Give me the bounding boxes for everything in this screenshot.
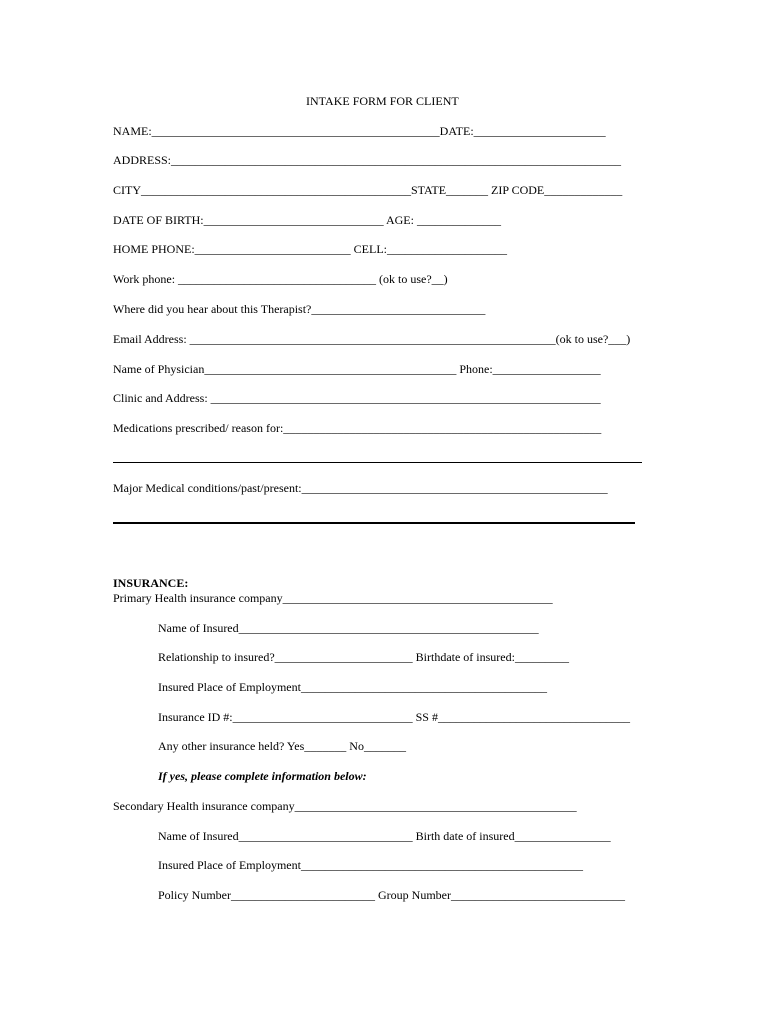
secondary-name-line: Name of Insured_____________________________ Birth date of insured________________ <box>158 829 611 843</box>
if-yes-instruction: If yes, please complete information below: <box>158 769 367 783</box>
primary-insurance-line: Primary Health insurance company_____________________________________________ <box>113 591 553 605</box>
secondary-insurance-line: Secondary Health insurance company_______________________________________________ <box>113 799 577 813</box>
form-title: INTAKE FORM FOR CLIENT <box>306 94 459 108</box>
city-state-zip-line: CITY_____________________________________________STATE_______ ZIP CODE_____________ <box>113 183 623 197</box>
policy-group-line: Policy Number________________________ Group Number_____________________________ <box>158 888 625 902</box>
relationship-line: Relationship to insured?_______________________ Birthdate of insured:_________ <box>158 650 569 664</box>
medications-continuation-rule <box>113 462 642 463</box>
clinic-line: Clinic and Address: _________________________________________________________________ <box>113 391 601 405</box>
email-line: Email Address: _____________________________________________________________(ok to use?___) <box>113 332 631 346</box>
insurance-id-line: Insurance ID #:______________________________ SS #________________________________ <box>158 710 630 724</box>
insurance-heading: INSURANCE: <box>113 576 189 590</box>
physician-line: Name of Physician__________________________________________ Phone:__________________ <box>113 362 601 376</box>
home-cell-phone-line: HOME PHONE:__________________________ CELL:____________________ <box>113 242 507 256</box>
address-line: ADDRESS:___________________________________________________________________________ <box>113 153 622 167</box>
medical-conditions-line: Major Medical conditions/past/present:___________________________________________________ <box>113 481 608 495</box>
name-date-line: NAME:________________________________________________DATE:______________________ <box>113 124 606 138</box>
name-of-insured-line: Name of Insured__________________________________________________ <box>158 621 539 635</box>
other-insurance-line: Any other insurance held? Yes_______ No_______ <box>158 739 406 753</box>
hear-about-line: Where did you hear about this Therapist?_____________________________ <box>113 302 486 316</box>
medical-continuation-rule <box>113 522 635 524</box>
medications-line: Medications prescribed/ reason for:_____________________________________________________ <box>113 421 602 435</box>
secondary-employment-line: Insured Place of Employment_______________________________________________ <box>158 858 583 872</box>
work-phone-line: Work phone: _________________________________ (ok to use?__) <box>113 272 448 286</box>
employment-line: Insured Place of Employment_________________________________________ <box>158 680 547 694</box>
dob-age-line: DATE OF BIRTH:______________________________ AGE: ______________ <box>113 213 501 227</box>
